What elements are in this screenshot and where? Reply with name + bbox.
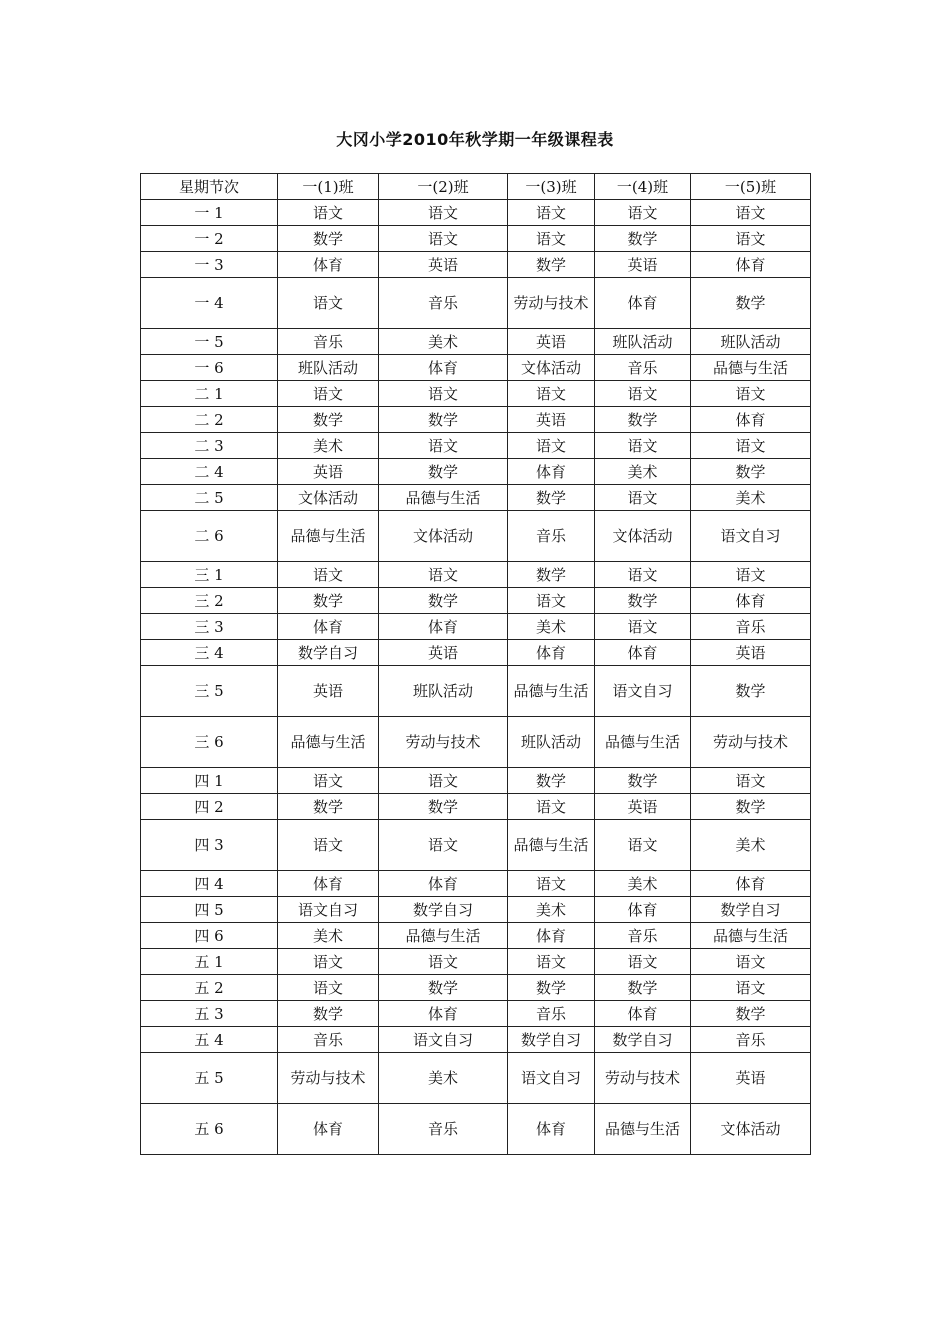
- subject-cell: 语文: [691, 562, 811, 588]
- subject-cell: 语文: [508, 588, 595, 614]
- subject-cell: 数学: [691, 794, 811, 820]
- table-row: [141, 226, 811, 252]
- subject-cell: 劳动与技术: [595, 1053, 691, 1104]
- subject-cell: 语文自习: [691, 511, 811, 562]
- table-row: [141, 329, 811, 355]
- subject-cell: 音乐: [691, 1027, 811, 1053]
- subject-cell: 语文: [379, 820, 508, 871]
- subject-cell: 语文: [691, 433, 811, 459]
- subject-cell: 数学: [691, 278, 811, 329]
- table-row: [141, 1053, 811, 1104]
- period-cell: 三 4: [141, 640, 278, 666]
- subject-cell: 语文自习: [595, 666, 691, 717]
- table-row: [141, 768, 811, 794]
- subject-cell: 语文: [691, 768, 811, 794]
- subject-cell: 品德与生活: [379, 923, 508, 949]
- subject-cell: 数学: [691, 1001, 811, 1027]
- subject-cell: 英语: [508, 329, 595, 355]
- subject-cell: 数学: [379, 975, 508, 1001]
- subject-cell: 语文: [508, 433, 595, 459]
- period-cell: 三 1: [141, 562, 278, 588]
- subject-cell: 语文: [595, 614, 691, 640]
- subject-cell: 语文: [278, 949, 379, 975]
- table-row: [141, 871, 811, 897]
- table-row: [141, 252, 811, 278]
- period-cell: 四 1: [141, 768, 278, 794]
- subject-cell: 劳动与技术: [278, 1053, 379, 1104]
- period-cell: 一 2: [141, 226, 278, 252]
- period-cell: 一 5: [141, 329, 278, 355]
- subject-cell: 语文: [508, 871, 595, 897]
- subject-cell: 语文: [379, 562, 508, 588]
- subject-cell: 文体活动: [595, 511, 691, 562]
- table-row: [141, 666, 811, 717]
- subject-cell: 数学: [508, 562, 595, 588]
- period-cell: 一 6: [141, 355, 278, 381]
- subject-cell: 数学: [508, 485, 595, 511]
- subject-cell: 语文: [508, 794, 595, 820]
- subject-cell: 数学: [691, 459, 811, 485]
- table-row: [141, 1027, 811, 1053]
- subject-cell: 语文: [595, 433, 691, 459]
- table-row: [141, 897, 811, 923]
- subject-cell: 英语: [595, 794, 691, 820]
- subject-cell: 语文: [595, 949, 691, 975]
- subject-cell: 美术: [595, 871, 691, 897]
- subject-cell: 体育: [508, 923, 595, 949]
- subject-cell: 数学自习: [278, 640, 379, 666]
- subject-cell: 品德与生活: [278, 717, 379, 768]
- subject-cell: 数学自习: [595, 1027, 691, 1053]
- subject-cell: 品德与生活: [691, 923, 811, 949]
- period-cell: 一 4: [141, 278, 278, 329]
- subject-cell: 语文: [691, 226, 811, 252]
- subject-cell: 语文: [278, 768, 379, 794]
- table-row: [141, 381, 811, 407]
- subject-cell: 数学: [595, 407, 691, 433]
- period-cell: 四 2: [141, 794, 278, 820]
- column-header: 一(5)班: [691, 174, 811, 200]
- subject-cell: 美术: [278, 433, 379, 459]
- subject-cell: 数学: [508, 768, 595, 794]
- table-row: [141, 717, 811, 768]
- table-row: [141, 355, 811, 381]
- period-cell: 四 4: [141, 871, 278, 897]
- subject-cell: 语文自习: [508, 1053, 595, 1104]
- subject-cell: 语文自习: [379, 1027, 508, 1053]
- subject-cell: 数学: [379, 794, 508, 820]
- subject-cell: 数学: [278, 407, 379, 433]
- subject-cell: 英语: [379, 640, 508, 666]
- subject-cell: 体育: [379, 614, 508, 640]
- subject-cell: 美术: [379, 1053, 508, 1104]
- subject-cell: 英语: [278, 666, 379, 717]
- subject-cell: 文体活动: [278, 485, 379, 511]
- subject-cell: 数学: [508, 252, 595, 278]
- subject-cell: 英语: [691, 640, 811, 666]
- subject-cell: 数学: [278, 794, 379, 820]
- table-row: [141, 923, 811, 949]
- subject-cell: 数学: [595, 975, 691, 1001]
- subject-cell: 劳动与技术: [508, 278, 595, 329]
- table-row: [141, 1104, 811, 1155]
- subject-cell: 语文: [595, 200, 691, 226]
- subject-cell: 英语: [508, 407, 595, 433]
- subject-cell: 语文: [379, 768, 508, 794]
- subject-cell: 语文: [508, 381, 595, 407]
- schedule-body: [141, 174, 811, 1155]
- table-row: [141, 640, 811, 666]
- subject-cell: 体育: [508, 459, 595, 485]
- subject-cell: 英语: [379, 252, 508, 278]
- subject-cell: 体育: [691, 588, 811, 614]
- subject-cell: 数学: [595, 588, 691, 614]
- subject-cell: 语文: [278, 975, 379, 1001]
- period-cell: 四 3: [141, 820, 278, 871]
- subject-cell: 美术: [691, 485, 811, 511]
- table-row: [141, 407, 811, 433]
- subject-cell: 语文: [691, 200, 811, 226]
- table-row: [141, 511, 811, 562]
- period-cell: 五 2: [141, 975, 278, 1001]
- column-header: 一(2)班: [379, 174, 508, 200]
- subject-cell: 品德与生活: [278, 511, 379, 562]
- subject-cell: 语文: [508, 949, 595, 975]
- period-cell: 三 6: [141, 717, 278, 768]
- subject-cell: 美术: [508, 614, 595, 640]
- subject-cell: 数学: [691, 666, 811, 717]
- subject-cell: 数学自习: [508, 1027, 595, 1053]
- subject-cell: 品德与生活: [508, 820, 595, 871]
- period-cell: 二 1: [141, 381, 278, 407]
- subject-cell: 体育: [691, 252, 811, 278]
- subject-cell: 班队活动: [278, 355, 379, 381]
- subject-cell: 劳动与技术: [691, 717, 811, 768]
- period-cell: 四 6: [141, 923, 278, 949]
- subject-cell: 体育: [379, 1001, 508, 1027]
- subject-cell: 品德与生活: [508, 666, 595, 717]
- subject-cell: 音乐: [278, 329, 379, 355]
- period-cell: 三 2: [141, 588, 278, 614]
- subject-cell: 数学: [379, 459, 508, 485]
- table-row: [141, 278, 811, 329]
- subject-cell: 美术: [691, 820, 811, 871]
- subject-cell: 英语: [278, 459, 379, 485]
- subject-cell: 数学: [595, 768, 691, 794]
- subject-cell: 文体活动: [379, 511, 508, 562]
- subject-cell: 数学自习: [379, 897, 508, 923]
- table-row: [141, 794, 811, 820]
- period-cell: 五 3: [141, 1001, 278, 1027]
- subject-cell: 体育: [379, 355, 508, 381]
- subject-cell: 体育: [595, 640, 691, 666]
- period-cell: 一 3: [141, 252, 278, 278]
- subject-cell: 音乐: [691, 614, 811, 640]
- subject-cell: 班队活动: [595, 329, 691, 355]
- subject-cell: 音乐: [379, 1104, 508, 1155]
- subject-cell: 语文: [278, 381, 379, 407]
- page-title: 大冈小学2010年秋学期一年级课程表: [336, 130, 614, 149]
- subject-cell: 音乐: [278, 1027, 379, 1053]
- period-cell: 二 5: [141, 485, 278, 511]
- subject-cell: 劳动与技术: [379, 717, 508, 768]
- subject-cell: 数学自习: [691, 897, 811, 923]
- subject-cell: 体育: [508, 640, 595, 666]
- subject-cell: 文体活动: [508, 355, 595, 381]
- schedule-table: [140, 173, 811, 1155]
- table-row: [141, 562, 811, 588]
- table-row: [141, 588, 811, 614]
- subject-cell: 语文: [379, 226, 508, 252]
- subject-cell: 语文自习: [278, 897, 379, 923]
- subject-cell: 英语: [691, 1053, 811, 1104]
- subject-cell: 数学: [595, 226, 691, 252]
- subject-cell: 班队活动: [691, 329, 811, 355]
- subject-cell: 英语: [595, 252, 691, 278]
- subject-cell: 数学: [278, 226, 379, 252]
- subject-cell: 数学: [379, 407, 508, 433]
- subject-cell: 语文: [508, 226, 595, 252]
- subject-cell: 音乐: [508, 511, 595, 562]
- period-cell: 五 1: [141, 949, 278, 975]
- table-row: [141, 949, 811, 975]
- subject-cell: 品德与生活: [691, 355, 811, 381]
- period-cell: 二 6: [141, 511, 278, 562]
- period-cell: 二 3: [141, 433, 278, 459]
- subject-cell: 语文: [691, 949, 811, 975]
- table-row: [141, 485, 811, 511]
- subject-cell: 体育: [691, 407, 811, 433]
- subject-cell: 班队活动: [508, 717, 595, 768]
- subject-cell: 语文: [691, 975, 811, 1001]
- subject-cell: 语文: [278, 278, 379, 329]
- subject-cell: 语文: [278, 200, 379, 226]
- subject-cell: 班队活动: [379, 666, 508, 717]
- subject-cell: 体育: [379, 871, 508, 897]
- period-cell: 二 4: [141, 459, 278, 485]
- subject-cell: 品德与生活: [595, 1104, 691, 1155]
- subject-cell: 体育: [595, 897, 691, 923]
- table-row: [141, 614, 811, 640]
- subject-cell: 体育: [278, 252, 379, 278]
- period-cell: 二 2: [141, 407, 278, 433]
- subject-cell: 体育: [278, 871, 379, 897]
- subject-cell: 语文: [278, 562, 379, 588]
- period-cell: 三 5: [141, 666, 278, 717]
- subject-cell: 美术: [379, 329, 508, 355]
- period-cell: 四 5: [141, 897, 278, 923]
- subject-cell: 体育: [595, 1001, 691, 1027]
- subject-cell: 体育: [508, 1104, 595, 1155]
- subject-cell: 音乐: [508, 1001, 595, 1027]
- table-row: [141, 820, 811, 871]
- subject-cell: 数学: [278, 588, 379, 614]
- column-header: 星期节次: [141, 174, 278, 200]
- table-row: [141, 459, 811, 485]
- subject-cell: 语文: [508, 200, 595, 226]
- period-cell: 三 3: [141, 614, 278, 640]
- subject-cell: 品德与生活: [595, 717, 691, 768]
- subject-cell: 美术: [595, 459, 691, 485]
- subject-cell: 语文: [379, 433, 508, 459]
- subject-cell: 品德与生活: [379, 485, 508, 511]
- period-cell: 五 4: [141, 1027, 278, 1053]
- subject-cell: 美术: [278, 923, 379, 949]
- subject-cell: 语文: [595, 562, 691, 588]
- subject-cell: 体育: [278, 614, 379, 640]
- subject-cell: 语文: [595, 381, 691, 407]
- subject-cell: 数学: [379, 588, 508, 614]
- table-row: [141, 433, 811, 459]
- subject-cell: 音乐: [595, 355, 691, 381]
- subject-cell: 美术: [508, 897, 595, 923]
- subject-cell: 语文: [278, 820, 379, 871]
- subject-cell: 体育: [278, 1104, 379, 1155]
- column-header: 一(3)班: [508, 174, 595, 200]
- subject-cell: 音乐: [379, 278, 508, 329]
- subject-cell: 语文: [379, 949, 508, 975]
- subject-cell: 数学: [508, 975, 595, 1001]
- subject-cell: 文体活动: [691, 1104, 811, 1155]
- subject-cell: 语文: [379, 381, 508, 407]
- period-cell: 五 5: [141, 1053, 278, 1104]
- period-cell: 五 6: [141, 1104, 278, 1155]
- subject-cell: 音乐: [595, 923, 691, 949]
- table-row: [141, 200, 811, 226]
- column-header: 一(4)班: [595, 174, 691, 200]
- column-header: 一(1)班: [278, 174, 379, 200]
- header-row: [141, 174, 811, 200]
- period-cell: 一 1: [141, 200, 278, 226]
- subject-cell: 体育: [595, 278, 691, 329]
- subject-cell: 语文: [595, 820, 691, 871]
- subject-cell: 语文: [691, 381, 811, 407]
- subject-cell: 体育: [691, 871, 811, 897]
- subject-cell: 语文: [379, 200, 508, 226]
- subject-cell: 语文: [595, 485, 691, 511]
- table-row: [141, 975, 811, 1001]
- table-row: [141, 1001, 811, 1027]
- subject-cell: 数学: [278, 1001, 379, 1027]
